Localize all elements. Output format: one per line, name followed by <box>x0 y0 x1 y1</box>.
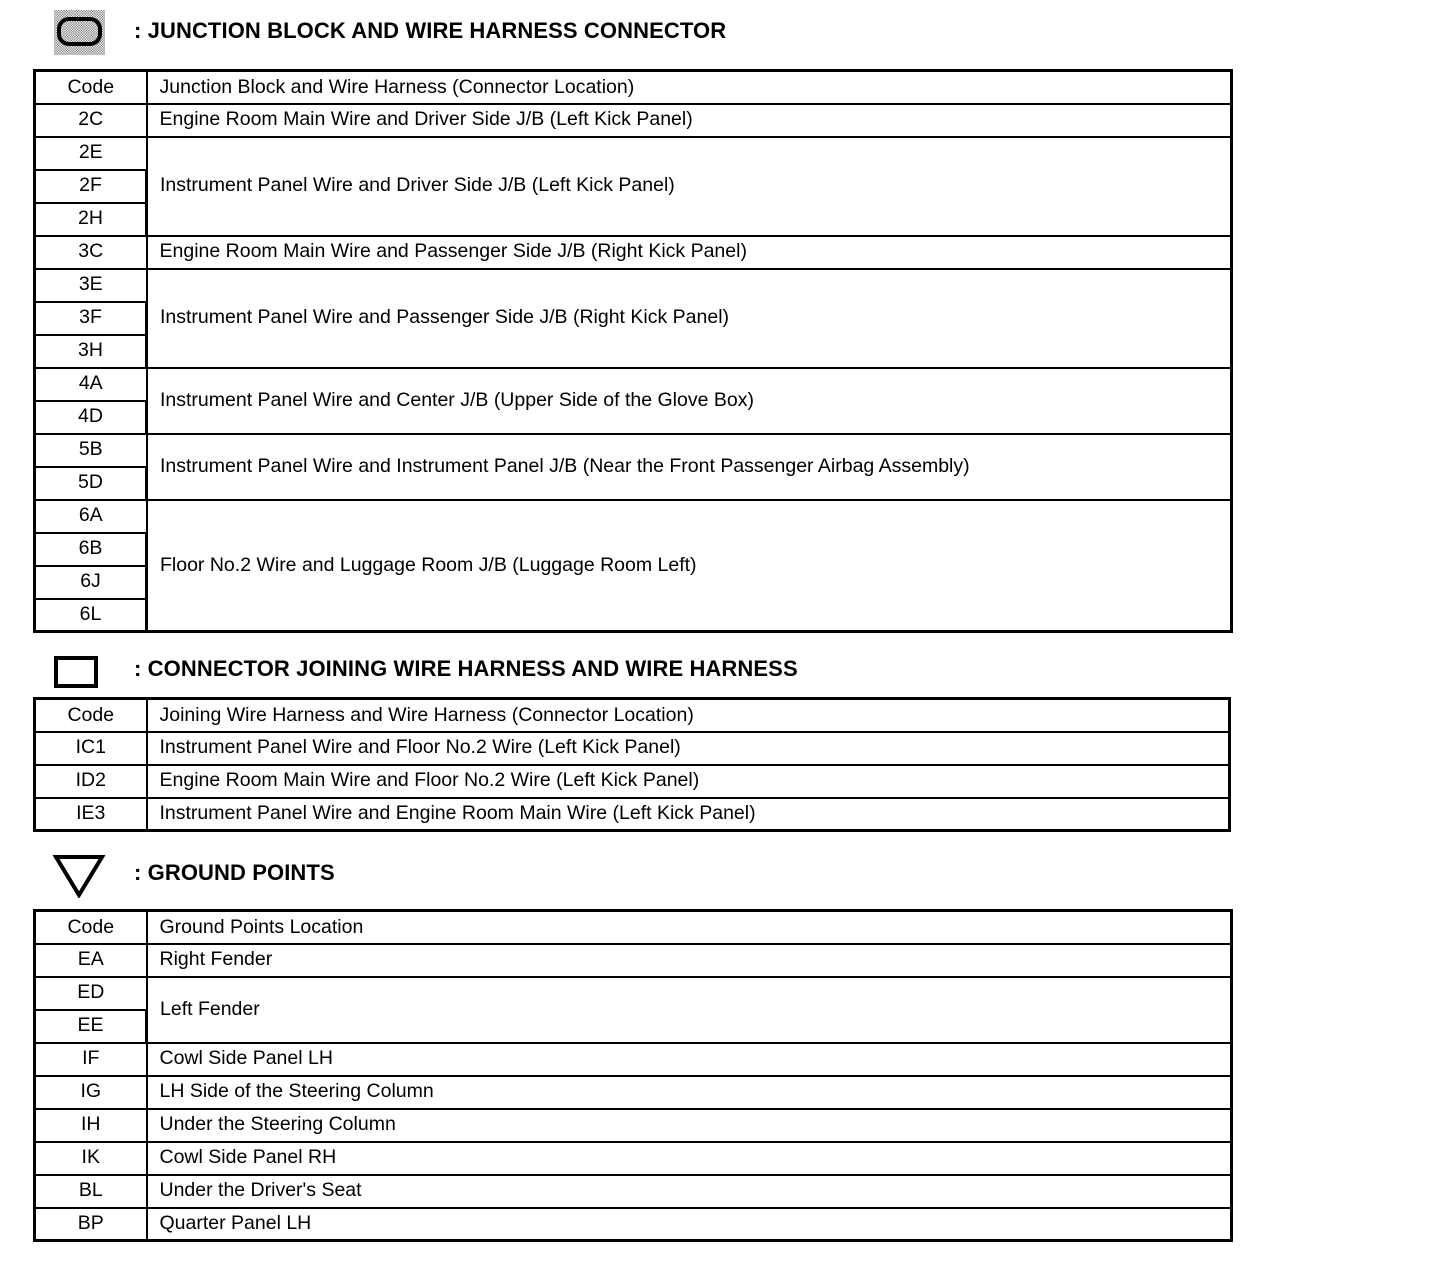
code-cell: IC1 <box>35 732 147 765</box>
location-cell: Cowl Side Panel LH <box>147 1043 1232 1076</box>
location-cell: Left Fender <box>147 977 1232 1043</box>
table-row <box>35 977 1232 1010</box>
code-cell: 4A <box>35 368 147 401</box>
code-cell: IE3 <box>35 798 147 831</box>
code-column-header: Code <box>35 699 147 732</box>
code-cell: 2F <box>35 170 147 203</box>
table-row <box>35 1208 1232 1241</box>
code-cell: EA <box>35 944 147 977</box>
table-row <box>35 104 1232 137</box>
code-cell: 5B <box>35 434 147 467</box>
code-cell: IH <box>35 1109 147 1142</box>
code-cell: 3F <box>35 302 147 335</box>
table-row <box>35 798 1230 831</box>
table-row <box>35 1109 1232 1142</box>
code-cell: BP <box>35 1208 147 1241</box>
code-cell: BL <box>35 1175 147 1208</box>
table-row <box>35 1043 1232 1076</box>
location-cell: Quarter Panel LH <box>147 1208 1232 1241</box>
location-cell: Instrument Panel Wire and Driver Side J/B (Left Kick Panel) <box>147 137 1232 236</box>
table-row <box>35 1142 1232 1175</box>
table-row <box>35 732 1230 765</box>
table-header-row <box>35 71 1232 104</box>
connector-table <box>33 697 1231 832</box>
code-cell: 6B <box>35 533 147 566</box>
code-cell: 2C <box>35 104 147 137</box>
location-cell: Instrument Panel Wire and Passenger Side J/B (Right Kick Panel) <box>147 269 1232 368</box>
code-cell: IG <box>35 1076 147 1109</box>
table-row <box>35 765 1230 798</box>
location-cell: Instrument Panel Wire and Instrument Panel J/B (Near the Front Passenger Airbag Assembly) <box>147 434 1232 500</box>
location-cell: Floor No.2 Wire and Luggage Room J/B (Luggage Room Left) <box>147 500 1232 632</box>
table-row <box>35 434 1232 467</box>
location-cell: Under the Steering Column <box>147 1109 1232 1142</box>
code-cell: 5D <box>35 467 147 500</box>
code-cell: ID2 <box>35 765 147 798</box>
junction-block-icon <box>52 6 112 56</box>
junction-table <box>33 69 1233 633</box>
code-cell: IK <box>35 1142 147 1175</box>
code-cell: 6L <box>35 599 147 632</box>
location-cell: Instrument Panel Wire and Floor No.2 Wire (Left Kick Panel) <box>147 732 1230 765</box>
table-row <box>35 236 1232 269</box>
table-row <box>35 368 1232 401</box>
table-header-row <box>35 699 1230 732</box>
code-cell: IF <box>35 1043 147 1076</box>
ground-triangle-icon <box>52 848 112 898</box>
location-cell: Cowl Side Panel RH <box>147 1142 1232 1175</box>
table-row <box>35 137 1232 170</box>
location-cell: Engine Room Main Wire and Driver Side J/B (Left Kick Panel) <box>147 104 1232 137</box>
code-cell: 2E <box>35 137 147 170</box>
connector-section-header <box>52 644 872 694</box>
location-cell: Instrument Panel Wire and Engine Room Main Wire (Left Kick Panel) <box>147 798 1230 831</box>
code-cell: 3C <box>35 236 147 269</box>
code-column-header: Code <box>35 71 147 104</box>
table-row <box>35 500 1232 533</box>
code-cell: 6J <box>35 566 147 599</box>
location-cell: Engine Room Main Wire and Passenger Side J/B (Right Kick Panel) <box>147 236 1232 269</box>
code-cell: 3H <box>35 335 147 368</box>
code-cell: 4D <box>35 401 147 434</box>
table-header-row <box>35 911 1232 944</box>
location-column-header: Junction Block and Wire Harness (Connector Location) <box>147 71 1232 104</box>
code-cell: 2H <box>35 203 147 236</box>
location-cell: Right Fender <box>147 944 1232 977</box>
location-column-header: Joining Wire Harness and Wire Harness (Connector Location) <box>147 699 1230 732</box>
table-row <box>35 944 1232 977</box>
connector-box-icon <box>52 644 112 694</box>
location-cell: Instrument Panel Wire and Center J/B (Upper Side of the Glove Box) <box>147 368 1232 434</box>
location-cell: LH Side of the Steering Column <box>147 1076 1232 1109</box>
code-cell: 3E <box>35 269 147 302</box>
code-cell: 6A <box>35 500 147 533</box>
code-column-header: Code <box>35 911 147 944</box>
table-row <box>35 269 1232 302</box>
table-row <box>35 1175 1232 1208</box>
code-cell: ED <box>35 977 147 1010</box>
location-cell: Under the Driver's Seat <box>147 1175 1232 1208</box>
location-cell: Engine Room Main Wire and Floor No.2 Wire (Left Kick Panel) <box>147 765 1230 798</box>
location-column-header: Ground Points Location <box>147 911 1232 944</box>
junction-section-title: : JUNCTION BLOCK AND WIRE HARNESS CONNECTOR <box>134 18 727 43</box>
ground-table <box>33 909 1233 1242</box>
table-row <box>35 1076 1232 1109</box>
code-cell: EE <box>35 1010 147 1043</box>
connector-section-title: : CONNECTOR JOINING WIRE HARNESS AND WIRE HARNESS <box>134 656 798 681</box>
ground-section-header <box>52 848 472 898</box>
ground-section-title: : GROUND POINTS <box>134 860 335 885</box>
junction-section-header <box>52 6 852 56</box>
